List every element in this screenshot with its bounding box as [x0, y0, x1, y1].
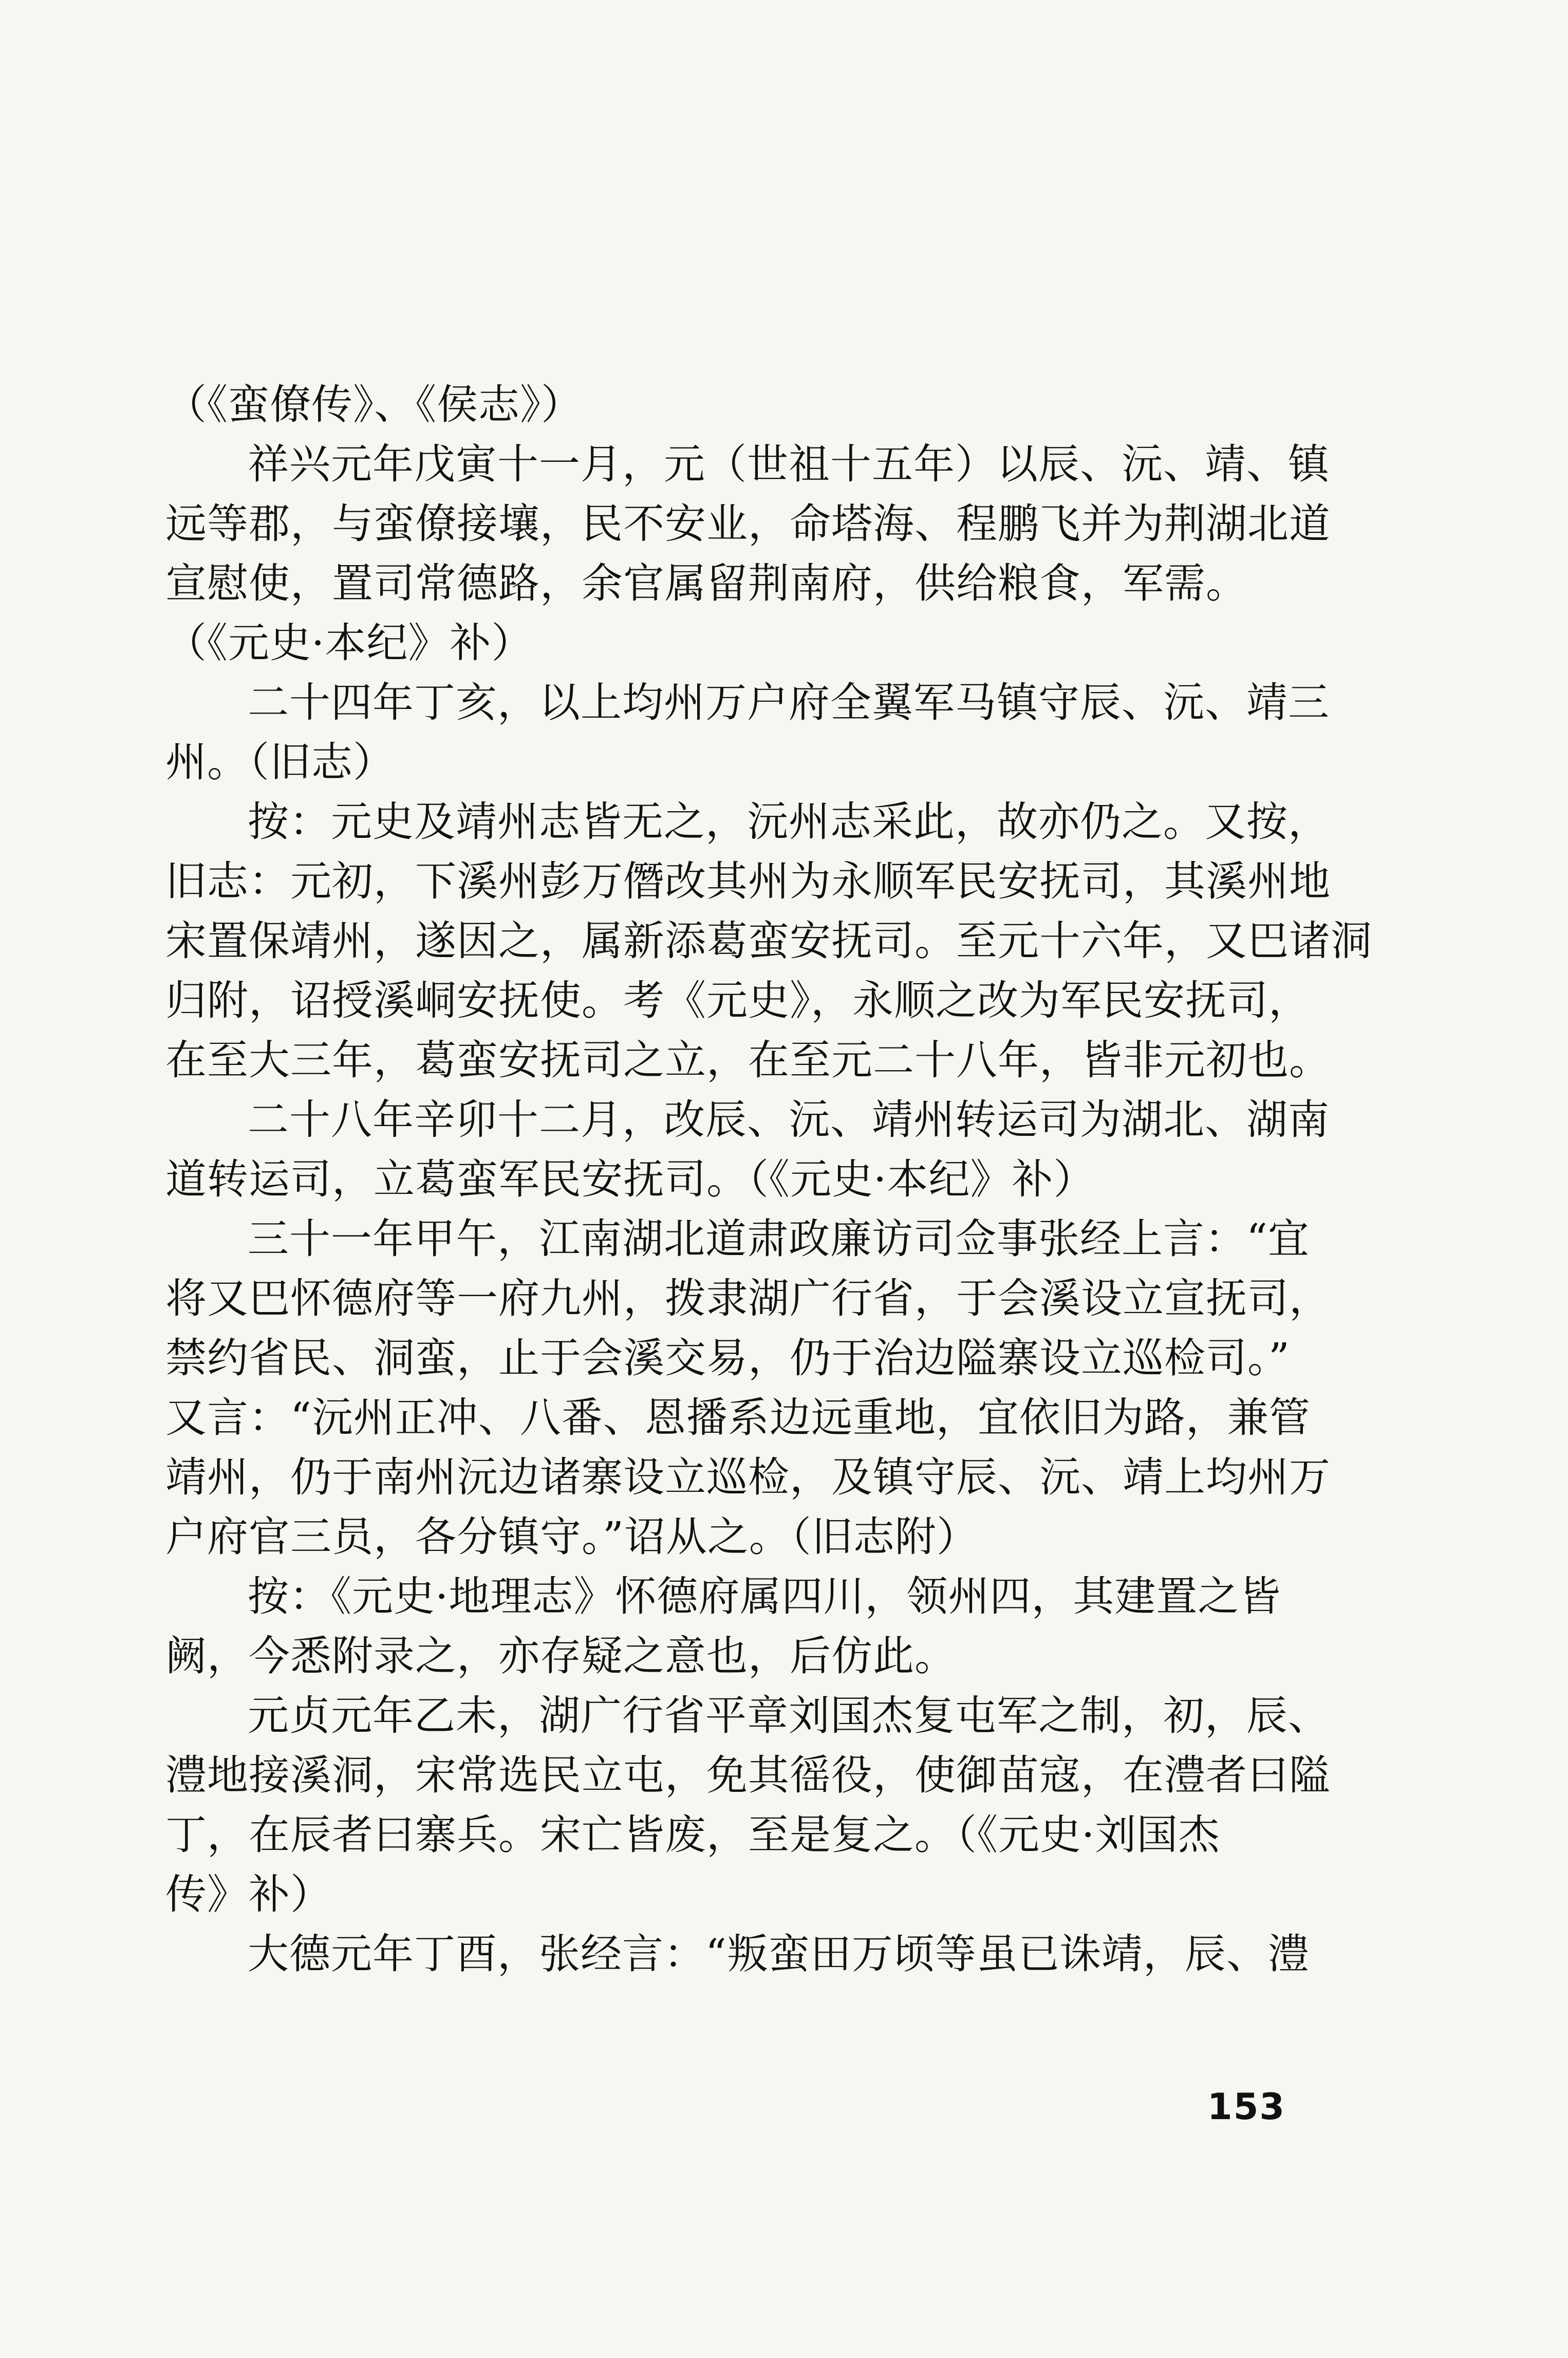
text-line: 传》补）	[165, 1870, 332, 1918]
text-line: 阙，今悉附录之，亦存疑之意也，后仿此。	[165, 1632, 956, 1680]
text-line: 州。（旧志）	[165, 738, 395, 786]
text-line: 三十一年甲午，江南湖北道肃政廉访司佥事张经上言：“宜	[248, 1215, 1310, 1263]
text-line: （《蛮僚传》、《侯志》）	[165, 381, 583, 428]
text-line: 二十八年辛卯十二月，改辰、沅、靖州转运司为湖北、湖南	[248, 1096, 1330, 1144]
text-line: 旧志：元初，下溪州彭万僭改其州为永顺军民安抚司，其溪州地	[165, 857, 1331, 905]
text-line: 二十四年丁亥，以上均州万户府全翼军马镇守辰、沅、靖三	[248, 679, 1330, 726]
text-line: 元贞元年乙未，湖广行省平章刘国杰复屯军之制，初，辰、	[248, 1692, 1330, 1739]
text-line: 按：《元史·地理志》怀德府属四川，领州四，其建置之皆	[248, 1573, 1281, 1620]
text-line: 远等郡，与蛮僚接壤，民不安业，命塔海、程鹏飞并为荆湖北道	[165, 500, 1331, 548]
text-line: 将又巴怀德府等一府九州，拨隶湖广行省，于会溪设立宣抚司，	[165, 1275, 1331, 1322]
text-line: 澧地接溪洞，宋常选民立屯，免其徭役，使御苗寇，在澧者曰隘	[165, 1751, 1331, 1799]
text-line: 户府官三员，各分镇守。”诏从之。（旧志附）	[165, 1513, 978, 1561]
text-line: （《元史·本纪》补）	[165, 619, 533, 667]
text-line: 道转运司，立葛蛮军民安抚司。（《元史·本纪》补）	[165, 1155, 1095, 1203]
text-line: 按：元史及靖州志皆无之，沅州志采此，故亦仍之。又按，	[248, 798, 1330, 846]
text-line: 靖州，仍于南州沅边诸寨设立巡检，及镇守辰、沅、靖上均州万	[165, 1453, 1331, 1501]
text-line: 宋置保靖州，遂因之，属新添葛蛮安抚司。至元十六年，又巴诸洞	[165, 917, 1372, 965]
page-number: 153	[1207, 2086, 1286, 2128]
text-line: 宣慰使，置司常德路，余官属留荆南府，供给粮食，军需。	[165, 559, 1247, 607]
text-line: 在至大三年，葛蛮安抚司之立，在至元二十八年，皆非元初也。	[165, 1036, 1331, 1084]
body-text	[165, 375, 1388, 1984]
text-line: 丁，在辰者曰寨兵。宋亡皆废，至是复之。（《元史·刘国杰	[165, 1811, 1220, 1859]
text-line: 归附，诏授溪峒安抚使。考《元史》，永顺之改为军民安抚司，	[165, 977, 1310, 1024]
text-line: 祥兴元年戊寅十一月，元（世祖十五年）以辰、沅、靖、镇	[248, 440, 1330, 488]
text-line: 大德元年丁酉，张经言：“叛蛮田万顷等虽已诛靖，辰、澧	[248, 1930, 1310, 1978]
text-line: 禁约省民、洞蛮，止于会溪交易，仍于治边隘寨设立巡检司。”	[165, 1334, 1290, 1382]
text-line: 又言：“沅州正冲、八番、恩播系边远重地，宜依旧为路，兼管	[165, 1394, 1311, 1442]
